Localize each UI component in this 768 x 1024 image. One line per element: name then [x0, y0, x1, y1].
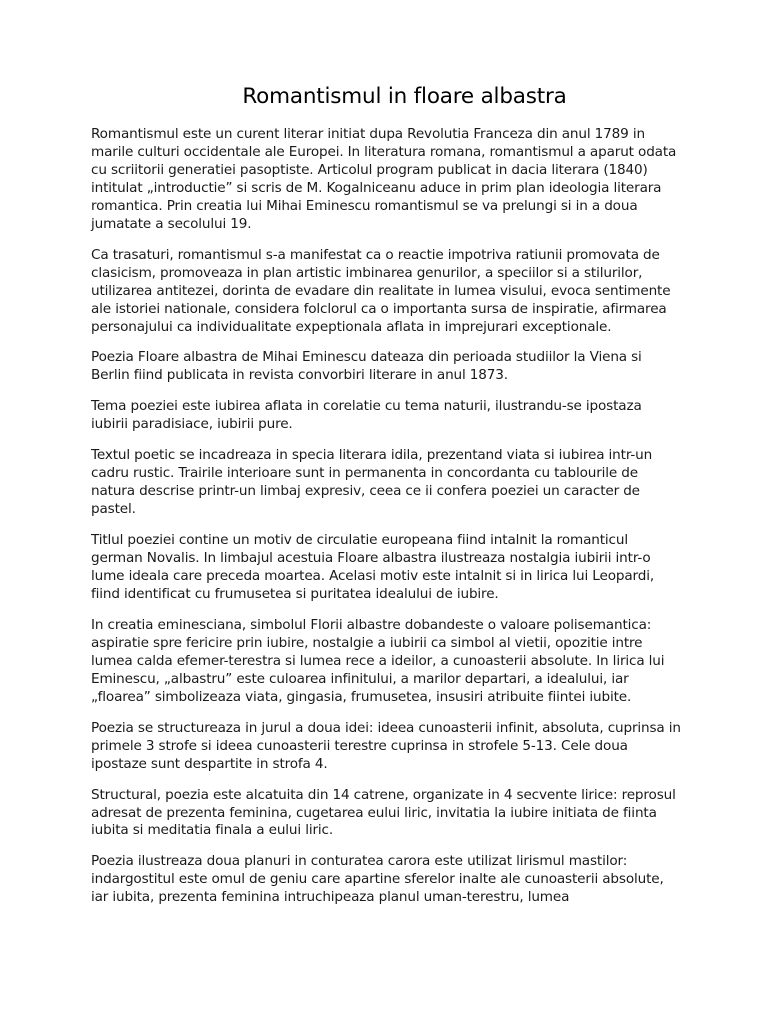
paragraph: Poezia Floare albastra de Mihai Eminescu dateaza din perioada studiilor la Viena si Berlin fiind publicata in revista convorbiri literare in anul 1873.: [91, 349, 642, 384]
paragraph: Ca trasaturi, romantismul s-a manifestat ca o reactie impotriva ratiunii promovata de clasicism, promoveaza in plan artistic imbinarea genurilor, a speciilor si a stilurilor, utilizarea antitezei, dorinta de evadare din realitate in lumea visului, evoca sentimente ale istoriei nationale, considera folclorul ca o importanta sursa de inspiratie, afirmarea personajului ca individualitate expeptionala aflata in imprejurari exceptionale.: [91, 246, 671, 335]
paragraph: Structural, poezia este alcatuita din 14 catrene, organizate in 4 secvente lirice: reprosul adresat de prezenta feminina, cugetarea eului liric, invitatia la iubire initiata de fiinta iubita si meditatia finala a eului liric.: [91, 786, 676, 839]
document-body: [91, 126, 681, 920]
paragraph: In creatia eminesciana, simbolul Florii albastre dobandeste o valoare polisemantica: aspiratie spre fericire prin iubire, nostalgie a iubirii ca simbol al vietii, opozitie intre lumea calda efemer-terestra si lumea rece a ideilor, a cunoasterii absolute. In lirica lui Eminescu, „albastru” este culoarea infinitului, a marilor departari, a idealului, iar „floarea” simbolizeaza viata, gingasia, frumusetea, insusiri atribuite fiintei iubite.: [91, 616, 665, 705]
document-title: Romantismul in floare albastra: [242, 84, 567, 109]
paragraph: Poezia ilustreaza doua planuri in conturatea carora este utilizat lirismul mastilor: indargostitul este omul de geniu care apartine sferelor inalte ale cunoasterii absolute, iar iubita, prezenta feminina intruchipeaza planul uman-terestru, lumea: [91, 853, 664, 906]
paragraph: Romantismul este un curent literar initiat dupa Revolutia Franceza din anul 1789 in marile culturi occidentale ale Europei. In literatura romana, romantismul a aparut odata cu scriitorii generatiei pasoptiste. Articolul program publicat in dacia literara (1840) intitulat „introductie” si scris de M. Kogalniceanu aduce in prim plan ideologia literara romantica. Prin creatia lui Mihai Eminescu romantismul se va prelungi si in a doua jumatate a secolului 19.: [91, 126, 677, 232]
paragraph: Textul poetic se incadreaza in specia literara idila, prezentand viata si iubirea intr-un cadru rustic. Trairile interioare sunt in permanenta in concordanta cu tablourile de natura descrise printr-un limbaj expresiv, ceea ce ii confera poeziei un caracter de pastel.: [91, 447, 653, 518]
paragraph: Tema poeziei este iubirea aflata in corelatie cu tema naturii, ilustrandu-se ipostaza iubirii paradisiace, iubirii pure.: [91, 398, 642, 433]
paragraph: Titlul poeziei contine un motiv de circulatie europeana fiind intalnit la romanticul german Novalis. In limbajul acestuia Floare albastra ilustreaza nostalgia iubirii intr-o lume ideala care preceda moartea. Acelasi motiv este intalnit si in lirica lui Leopardi, fiind identificat cu frumusetea si puritatea idealului de iubire.: [91, 532, 654, 602]
paragraph: Poezia se structureaza in jurul a doua idei: ideea cunoasterii infinit, absoluta, cuprinsa in primele 3 strofe si ideea cunoasterii terestre cuprinsa in strofele 5-13. Cele doua ipostaze sunt despartite in strofa 4.: [91, 719, 681, 772]
